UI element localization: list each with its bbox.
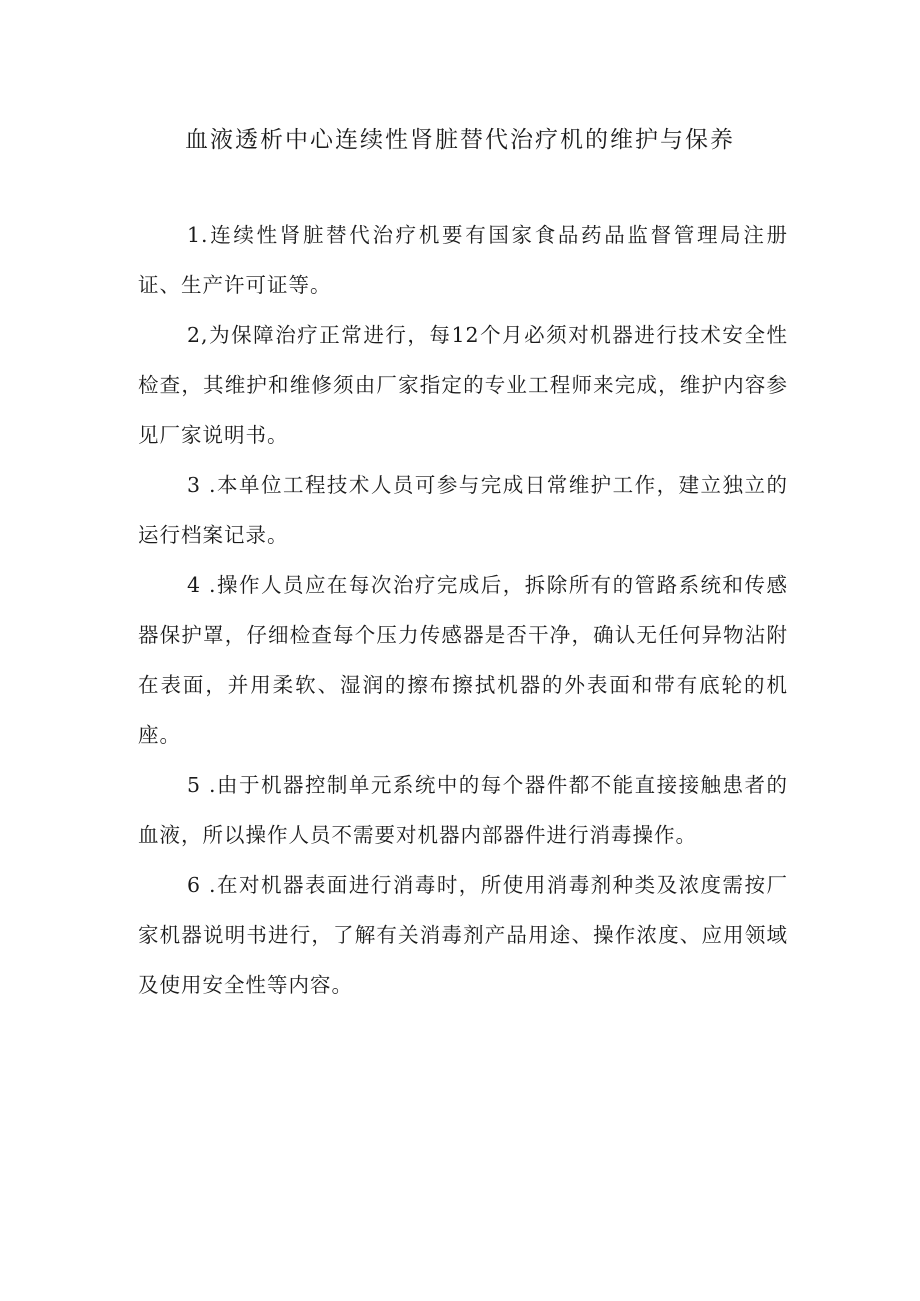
paragraph-5: 5 .由于机器控制单元系统中的每个器件都不能直接接触患者的血液，所以操作人员不需要对机器内部器件进行消毒操作。 — [138, 773, 788, 847]
paragraph-1: 1.连续性肾脏替代治疗机要有国家食品药品监督管理局注册证、生产许可证等。 — [138, 223, 788, 297]
document-body — [138, 210, 788, 1010]
paragraph-3: 3 .本单位工程技术人员可参与完成日常维护工作，建立独立的运行档案记录。 — [138, 473, 788, 547]
paragraph-6: 6 .在对机器表面进行消毒时，所使用消毒剂种类及浓度需按厂家机器说明书进行，了解有关消毒剂产品用途、操作浓度、应用领域及使用安全性等内容。 — [138, 873, 788, 997]
paragraph-2: 2,为保障治疗正常进行，每12个月必须对机器进行技术安全性检查，其维护和维修须由厂家指定的专业工程师来完成，维护内容参见厂家说明书。 — [138, 323, 788, 447]
document-title: 血液透析中心连续性肾脏替代治疗机的维护与保养 — [185, 127, 735, 153]
paragraph-4: 4 .操作人员应在每次治疗完成后，拆除所有的管路系统和传感器保护罩，仔细检查每个压力传感器是否干净，确认无任何异物沾附在表面，并用柔软、湿润的擦布擦拭机器的外表面和带有底轮的机座。 — [138, 573, 788, 747]
